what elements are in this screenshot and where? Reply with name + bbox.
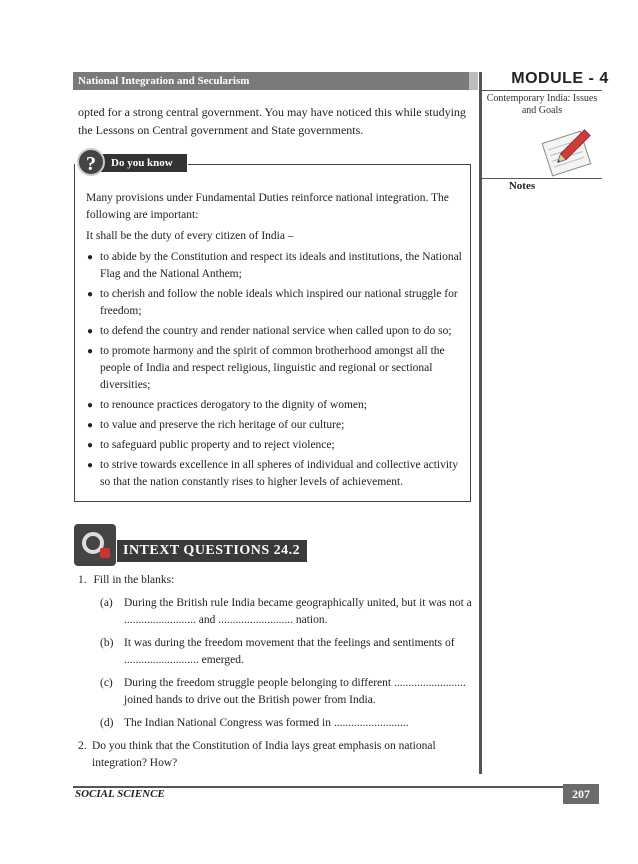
bullet-icon: ● (87, 289, 94, 300)
question-1d: (d) The Indian National Congress was formed in .......................... (100, 717, 409, 729)
question-1a: (a) During the British rule India became geographically united, but it was not a ......................... and .......................... nation. (100, 597, 472, 626)
module-subtitle: Contemporary India: Issues and Goals (486, 93, 598, 116)
list-item: ● to strive towards excellence in all spheres of individual and collective activity so that the nation constantly rises to higher levels of achievement. (87, 459, 458, 488)
question-1b: (b) It was during the freedom movement that the feelings and sentiments of .......................... emerged. (100, 637, 455, 666)
footer-subject: SOCIAL SCIENCE (75, 788, 165, 800)
dyk-paragraph-1: Many provisions under Fundamental Duties reinforce national integration. The following are important: (86, 192, 449, 221)
intext-questions-icon (74, 524, 116, 566)
question-number: 1. (78, 574, 87, 586)
list-item: ● to cherish and follow the noble ideals which inspired our national struggle for freedom; (87, 288, 458, 317)
question-number: 2. (78, 740, 87, 752)
intext-questions-title: INTEXT QUESTIONS 24.2 (117, 540, 307, 562)
bullet-icon: ● (87, 400, 94, 411)
bullet-icon: ● (87, 326, 94, 337)
fundamental-duties-list (86, 249, 462, 491)
margin-top-rule (482, 90, 602, 91)
intro-paragraph: opted for a strong central government. You may have noticed this while studying the Lessons on Central government and State governments. (78, 105, 466, 137)
bullet-icon: ● (87, 440, 94, 451)
question-1 (78, 572, 473, 589)
list-item: ● to abide by the Constitution and respect its ideals and institutions, the National Flag and the National Anthem; (87, 251, 462, 280)
list-item: ● to renounce practices derogatory to the dignity of women; (86, 397, 462, 414)
chapter-title: National Integration and Secularism (78, 75, 250, 87)
question-text: Fill in the blanks: (93, 574, 175, 586)
bullet-icon: ● (87, 420, 94, 431)
do-you-know-content (86, 190, 462, 494)
notes-pencil-icon (536, 122, 600, 178)
question-text: Do you think that the Constitution of India lays great emphasis on national integration? How? (92, 740, 436, 769)
list-item: ● to value and preserve the rich heritage of our culture; (86, 417, 462, 434)
list-item: ● to safeguard public property and to reject violence; (86, 437, 462, 454)
list-item: ● to defend the country and render national service when called upon to do so; (86, 323, 462, 340)
question-1c: (c) During the freedom struggle people belonging to different ......................... joined hands to drive out the British power from India. (100, 677, 466, 706)
chapter-title-bar (73, 72, 469, 90)
header-bar-tail (469, 72, 478, 90)
notes-label: Notes (508, 180, 536, 192)
question-mark-icon: ? (77, 148, 105, 176)
questions-section (78, 572, 473, 772)
dyk-paragraph-2: It shall be the duty of every citizen of India – (86, 230, 294, 242)
box-top-rule (188, 164, 470, 165)
list-item: ● to promote harmony and the spirit of common brotherhood amongst all the people of India and respect religious, linguistic and regional or sectional diversities; (87, 345, 445, 391)
notes-rule (482, 178, 602, 179)
bullet-icon: ● (87, 460, 94, 471)
bullet-icon: ● (87, 346, 94, 357)
do-you-know-label: Do you know (101, 154, 187, 172)
question-2 (78, 738, 473, 772)
page-number: 207 (563, 784, 599, 804)
bullet-icon: ● (87, 252, 94, 263)
module-label: MODULE - 4 (511, 70, 609, 87)
